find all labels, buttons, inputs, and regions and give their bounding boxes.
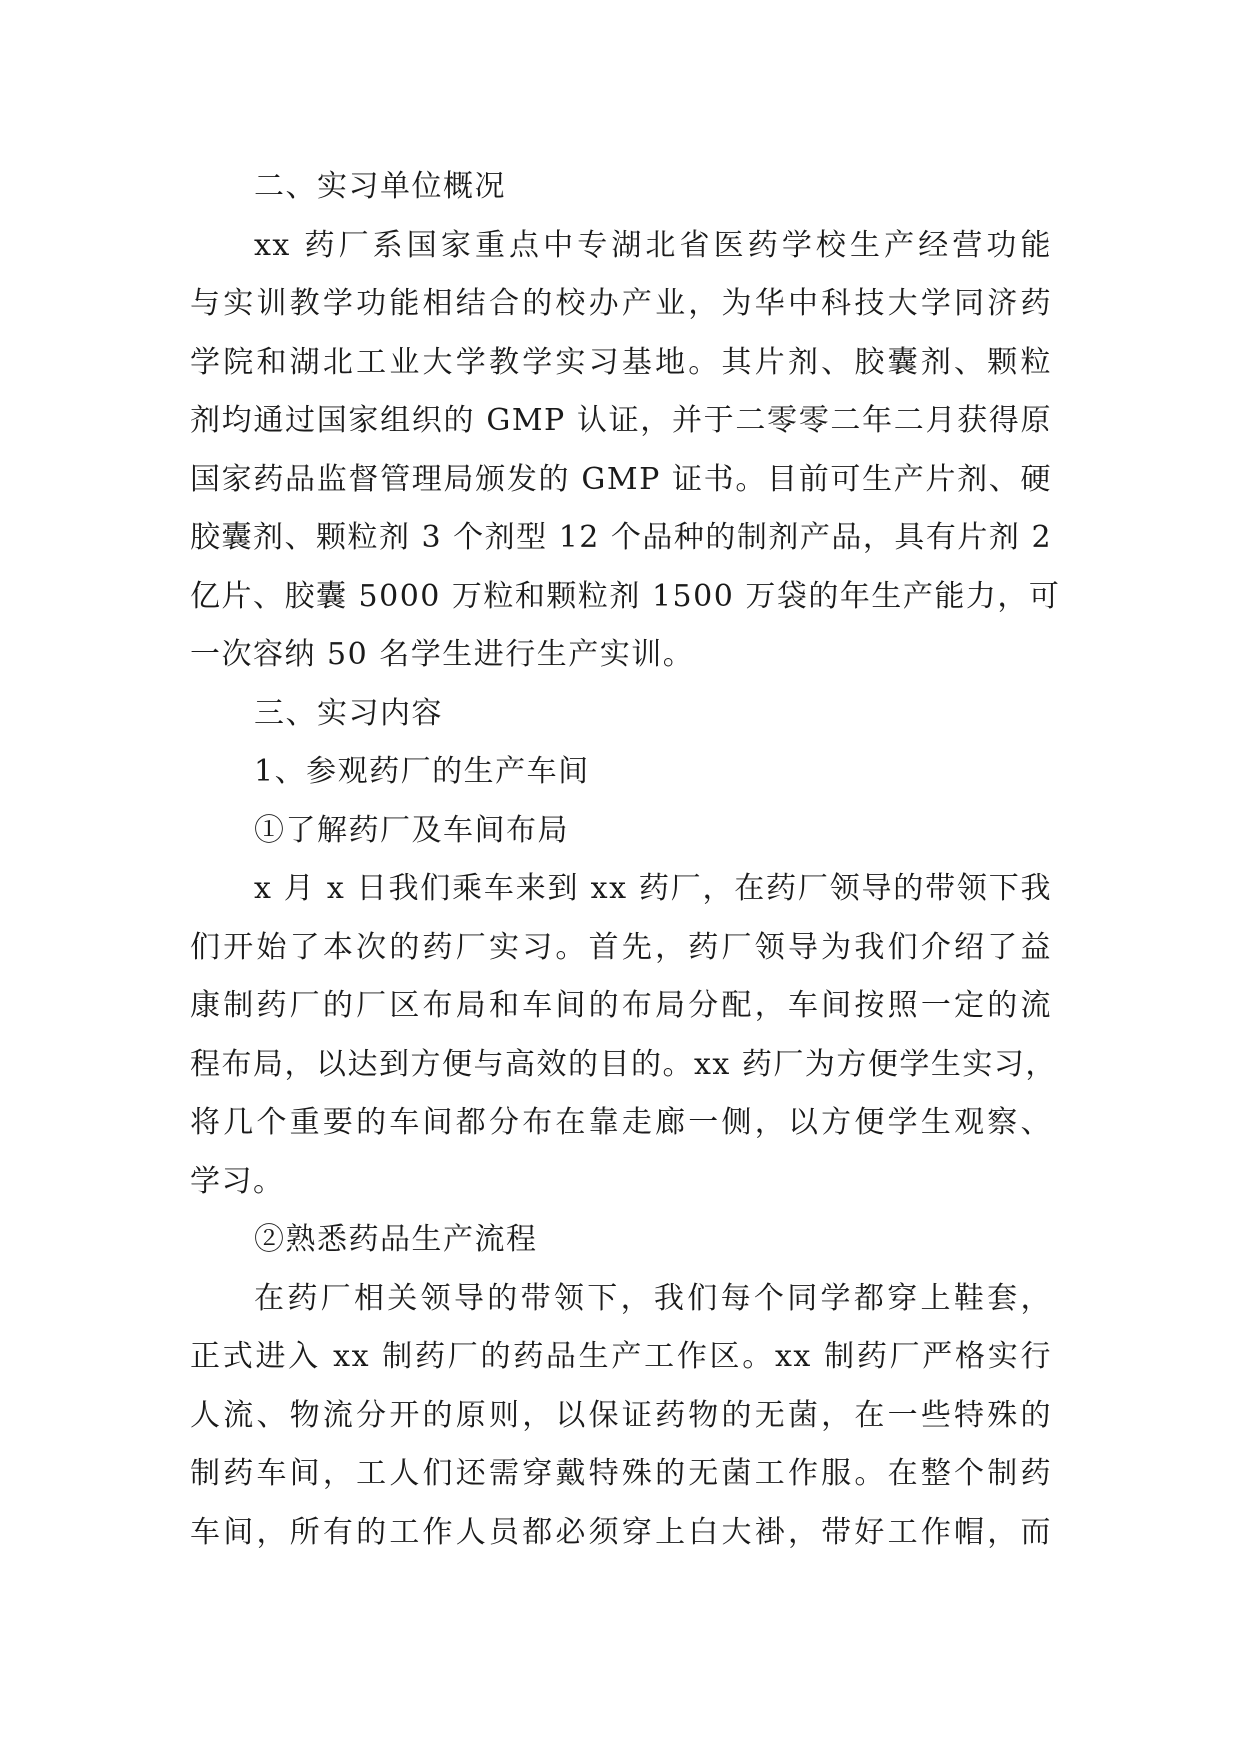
paragraph-line: 与实训教学功能相结合的校办产业，为华中科技大学同济药	[190, 286, 1052, 321]
paragraph-line: 正式进入 xx 制药厂的药品生产工作区。xx 制药厂严格实行	[190, 1339, 1052, 1374]
paragraph-line: 在药厂相关领导的带领下，我们每个同学都穿上鞋套，	[254, 1280, 1052, 1316]
paragraph-line: 亿片、胶囊 5000 万粒和颗粒剂 1500 万袋的年生产能力，可	[190, 578, 1061, 614]
section-heading-3: 三、实习内容	[254, 695, 443, 731]
paragraph-line: 们开始了本次的药厂实习。首先，药厂领导为我们介绍了益	[190, 929, 1052, 965]
item-heading-2: ②熟悉药品生产流程	[254, 1222, 538, 1257]
paragraph-line: xx 药厂系国家重点中专湖北省医药学校生产经营功能	[254, 227, 1052, 263]
document-body	[190, 158, 1061, 1562]
paragraph-line: x 月 x 日我们乘车来到 xx 药厂，在药厂领导的带领下我	[254, 871, 1052, 906]
paragraph-line: 一次容纳 50 名学生进行生产实训。	[190, 637, 695, 672]
paragraph-line: 国家药品监督管理局颁发的 GMP 证书。目前可生产片剂、硬	[190, 461, 1052, 497]
section-heading-2: 二、实习单位概况	[254, 169, 506, 204]
subsection-heading-1: 1、参观药厂的生产车间	[254, 754, 590, 789]
paragraph-line: 学院和湖北工业大学教学实习基地。其片剂、胶囊剂、颗粒	[190, 344, 1052, 380]
paragraph-line: 车间，所有的工作人员都必须穿上白大褂，带好工作帽，而	[190, 1514, 1052, 1550]
item-heading-1: ①了解药厂及车间布局	[254, 812, 569, 848]
paragraph-line: 将几个重要的车间都分布在靠走廊一侧，以方便学生观察、	[190, 1105, 1052, 1140]
paragraph-line: 学习。	[190, 1163, 285, 1199]
process-paragraph	[190, 1270, 1052, 1563]
layout-paragraph	[190, 860, 1057, 1211]
paragraph-line: 康制药厂的厂区布局和车间的布局分配，车间按照一定的流	[190, 988, 1052, 1023]
paragraph-line: 人流、物流分开的原则，以保证药物的无菌，在一些特殊的	[190, 1397, 1052, 1433]
paragraph-line: 剂均通过国家组织的 GMP 认证，并于二零零二年二月获得原	[190, 403, 1052, 438]
paragraph-line: 程布局，以达到方便与高效的目的。xx 药厂为方便学生实习，	[190, 1046, 1057, 1082]
paragraph-line: 制药车间，工人们还需穿戴特殊的无菌工作服。在整个制药	[190, 1456, 1052, 1491]
overview-paragraph	[190, 217, 1061, 685]
paragraph-line: 胶囊剂、颗粒剂 3 个剂型 12 个品种的制剂产品，具有片剂 2	[190, 520, 1053, 555]
